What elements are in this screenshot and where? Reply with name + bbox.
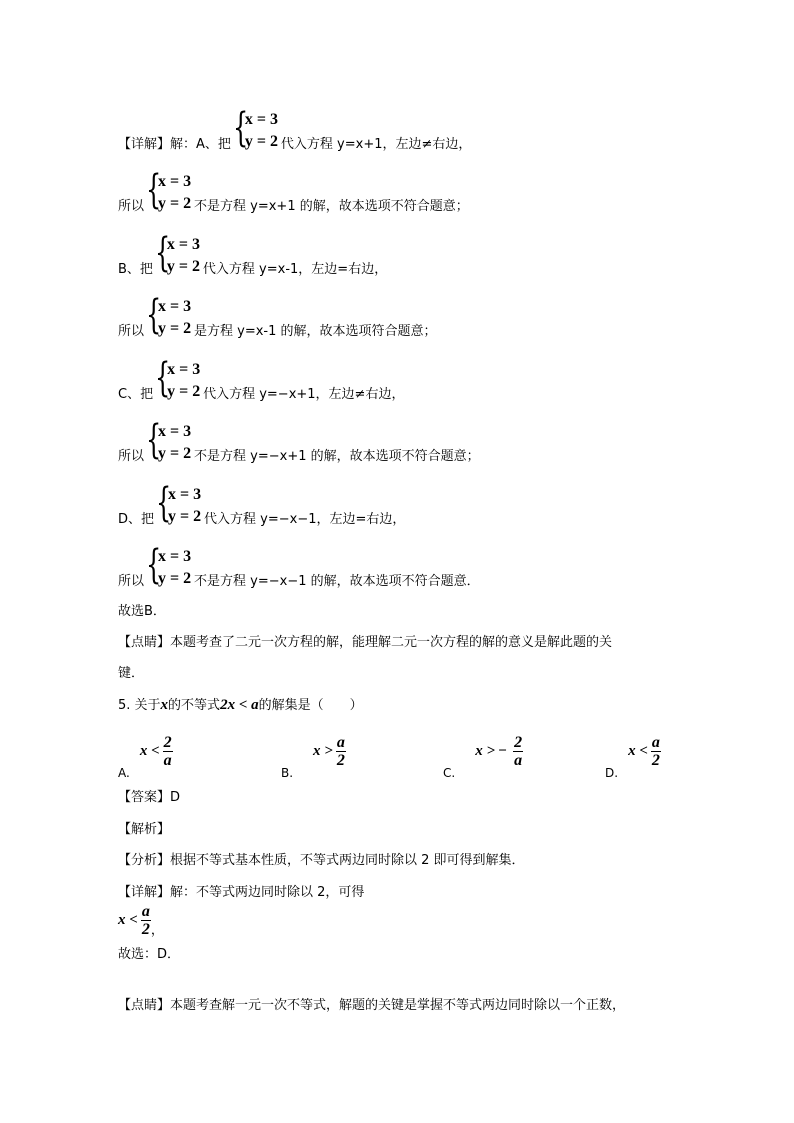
text: D、把 [118, 512, 155, 527]
option-b[interactable] [281, 734, 346, 780]
equation-system [146, 542, 192, 589]
system-row: x = 3 [158, 423, 192, 440]
fraction [513, 734, 523, 769]
text: 【详解】解：A、把 [118, 137, 231, 152]
text: 是方程 y=x-1 的解，故本选项符合题意； [194, 324, 437, 339]
den: 2 [336, 752, 345, 769]
text: 代入方程 y=x+1，左边≠右边， [280, 137, 472, 152]
text: 5. 关于 [118, 698, 161, 713]
text: 所以 [118, 199, 145, 214]
den: 2 [651, 752, 660, 769]
text: 代入方程 y=−x+1，左边≠右边， [203, 387, 405, 402]
equation-system [154, 230, 201, 277]
analysis: 【分析】根据不等式基本性质，不等式两边同时除以 2 即可得到解集． [118, 853, 525, 868]
fraction [336, 734, 346, 769]
solution-line [118, 167, 469, 215]
denominator [337, 752, 345, 769]
option-expression [475, 734, 523, 769]
denominator [142, 921, 150, 938]
result-expression [118, 903, 164, 939]
equation-system [146, 167, 192, 214]
option-label: D. [605, 766, 619, 780]
solution-line [118, 292, 437, 340]
text: C、把 [118, 387, 154, 402]
text: 的解集是（ ） [258, 698, 363, 713]
fraction [141, 903, 151, 938]
comment: 键． [118, 666, 145, 681]
text: 所以 [118, 449, 145, 464]
conclusion: 故选B． [118, 604, 166, 619]
math: x > [313, 743, 333, 759]
math: x < [628, 743, 648, 759]
option-expression [628, 734, 661, 769]
solution-line [118, 542, 480, 590]
system-row: x = 3 [158, 173, 192, 190]
brace-icon: { [146, 292, 162, 338]
brace-icon: { [155, 355, 171, 401]
equation-system [146, 417, 192, 464]
choice: 故选：D． [118, 947, 181, 962]
option-c[interactable] [443, 734, 523, 780]
numerator [141, 903, 151, 921]
denominator [164, 752, 172, 769]
system-row: y = 2 [168, 508, 202, 525]
option-label: A. [118, 766, 130, 780]
system-row: x = 3 [158, 298, 192, 315]
option-label: C. [443, 766, 456, 780]
analysis-title: 【解析】 [118, 822, 171, 837]
comment: 【点睛】本题考查了二元一次方程的解，能理解二元一次方程的解的意义是解此题的关 [118, 635, 613, 650]
system-row: x = 3 [166, 236, 201, 253]
text: 的不等式 [168, 698, 221, 713]
text: B、把 [118, 262, 153, 277]
numerator [163, 734, 173, 752]
num: a [651, 734, 660, 751]
math: x > [475, 743, 496, 759]
denominator [514, 752, 522, 769]
brace-icon: { [146, 542, 162, 588]
system-row: x = 3 [158, 548, 192, 565]
num: a [336, 734, 345, 751]
system-row: y = 2 [158, 570, 192, 587]
num: 2 [163, 734, 172, 751]
system-row: x = 3 [167, 361, 201, 378]
math: − [498, 743, 508, 759]
solution-line [118, 230, 388, 278]
equation-system [232, 105, 279, 152]
den: 2 [141, 921, 150, 938]
text: 所以 [118, 324, 145, 339]
system-row: y = 2 [167, 383, 201, 400]
system-row: y = 2 [158, 320, 192, 337]
system-row: y = 2 [158, 195, 192, 212]
text: ， [150, 923, 164, 938]
text: 所以 [118, 574, 145, 589]
num: a [141, 903, 150, 920]
option-a[interactable] [118, 734, 173, 780]
solution-line [118, 355, 405, 403]
denominator [652, 752, 660, 769]
detail: 【详解】解：不等式两边同时除以 2，可得 [118, 885, 365, 900]
text: 不是方程 y=x+1 的解，故本选项不符合题意； [194, 199, 469, 214]
system-row: y = 2 [244, 133, 279, 150]
system-row: x = 3 [244, 111, 279, 128]
text: 不是方程 y=−x−1 的解，故本选项不符合题意． [194, 574, 480, 589]
equation-system [146, 292, 192, 339]
solution-line [118, 105, 472, 153]
answer: 【答案】D [118, 790, 181, 805]
system-row: y = 2 [166, 258, 201, 275]
system-row: y = 2 [158, 445, 192, 462]
text: 代入方程 y=x-1，左边=右边， [202, 262, 388, 277]
option-expression [140, 734, 173, 769]
equation-system [156, 480, 202, 527]
text: 代入方程 y=−x−1，左边=右边， [204, 512, 406, 527]
brace-icon: { [232, 105, 249, 151]
option-label: B. [281, 766, 294, 780]
den: a [163, 752, 172, 769]
fraction [651, 734, 661, 769]
option-expression [313, 734, 346, 769]
fraction [163, 734, 173, 769]
brace-icon: { [146, 417, 162, 463]
text: 不是方程 y=−x+1 的解，故本选项不符合题意； [194, 449, 480, 464]
num: 2 [514, 734, 523, 751]
math: x [160, 697, 169, 713]
math: x < [139, 743, 160, 759]
system-row: x = 3 [168, 486, 202, 503]
solution-line [118, 417, 480, 465]
option-d[interactable] [605, 734, 661, 780]
brace-icon: { [146, 167, 162, 213]
math: 2x < a [220, 697, 259, 713]
numerator [513, 734, 523, 752]
numerator [336, 734, 346, 752]
equation-system [155, 355, 201, 402]
question-5 [118, 697, 363, 714]
brace-icon: { [154, 230, 171, 276]
den: a [514, 752, 523, 769]
comment: 【点睛】本题考查解一元一次不等式，解题的关键是掌握不等式两边同时除以一个正数， [118, 998, 626, 1013]
brace-icon: { [156, 480, 172, 526]
numerator [651, 734, 661, 752]
solution-line [118, 480, 406, 528]
math: x < [118, 912, 138, 928]
